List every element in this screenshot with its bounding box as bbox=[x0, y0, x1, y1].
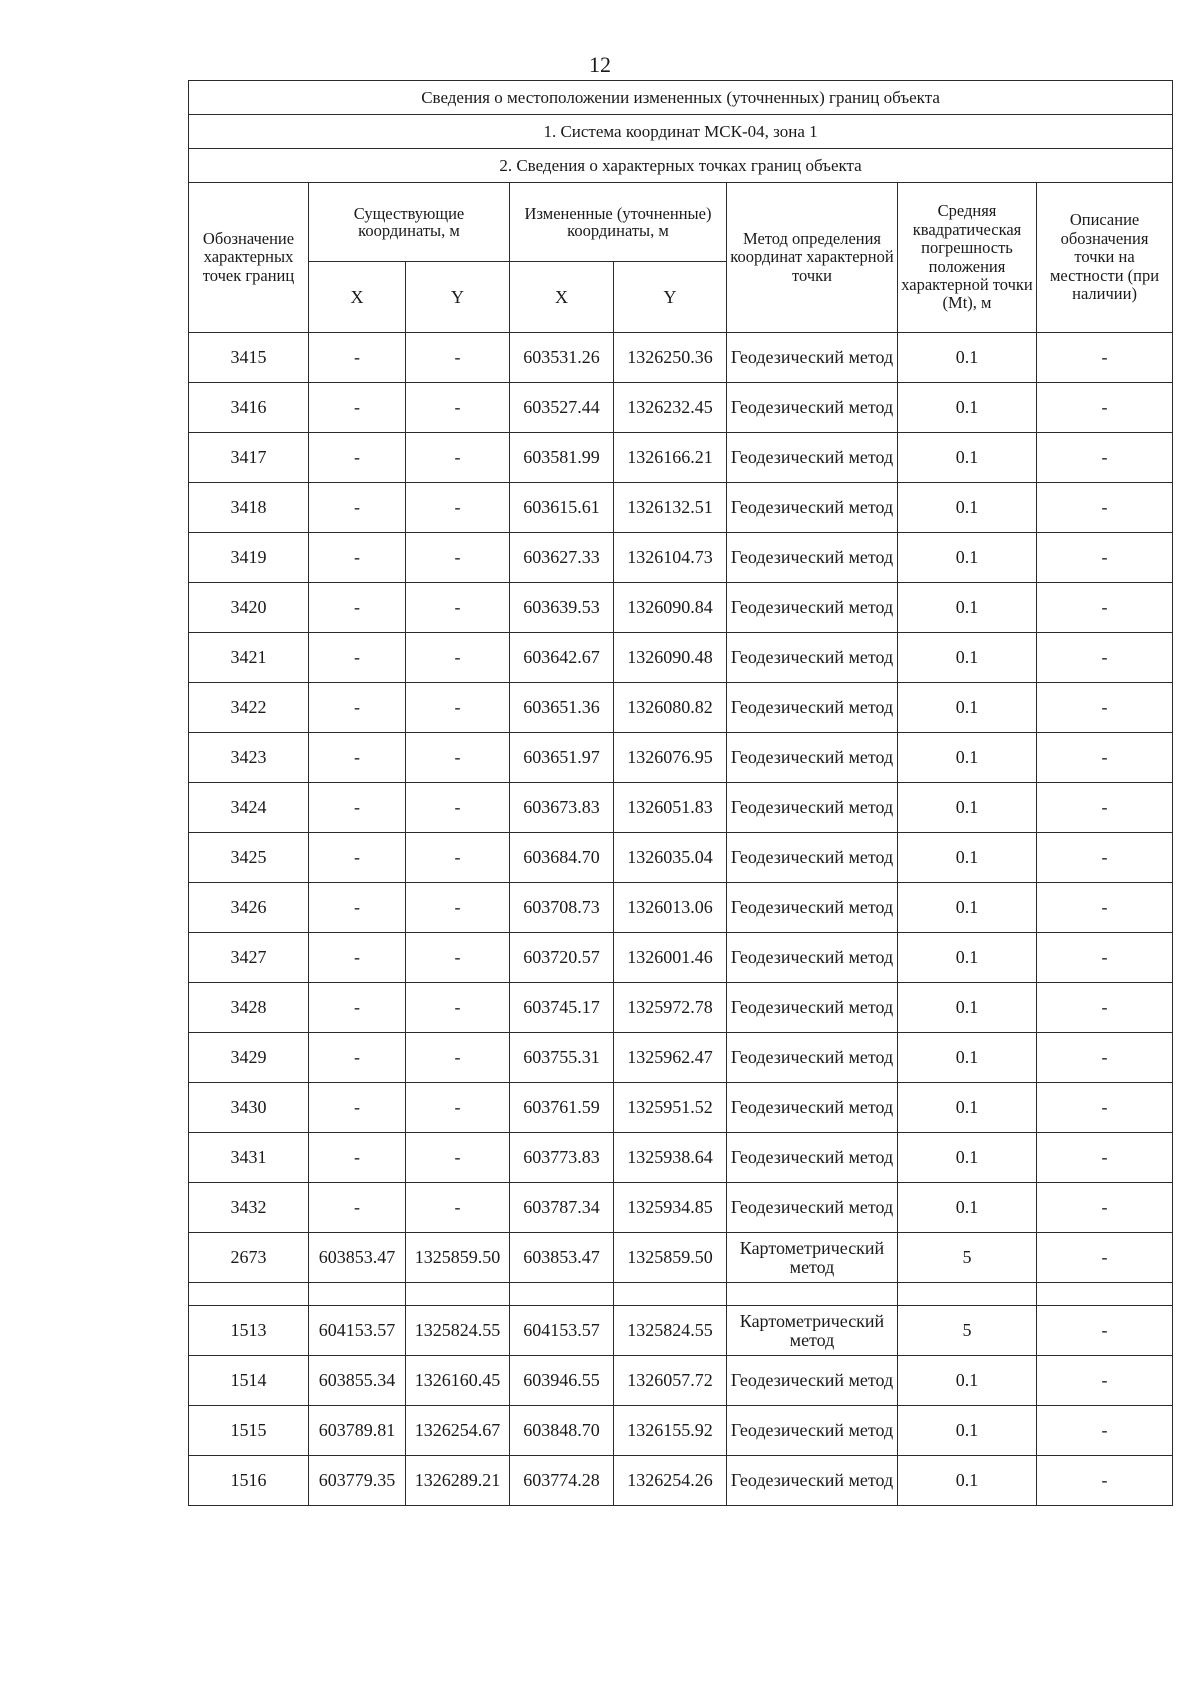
existing-y-cell: - bbox=[406, 783, 510, 833]
changed-y-cell: 1326057.72 bbox=[614, 1356, 727, 1406]
existing-y-cell: - bbox=[406, 833, 510, 883]
description-cell: - bbox=[1037, 433, 1173, 483]
description-cell: - bbox=[1037, 1033, 1173, 1083]
existing-x-cell: - bbox=[309, 883, 406, 933]
changed-y-cell: 1326001.46 bbox=[614, 933, 727, 983]
error-cell: 0.1 bbox=[898, 333, 1037, 383]
error-cell: 0.1 bbox=[898, 1356, 1037, 1406]
existing-y-cell bbox=[406, 1283, 510, 1306]
table-row bbox=[189, 983, 1173, 1033]
error-cell: 5 bbox=[898, 1306, 1037, 1356]
method-cell: Картометрический метод bbox=[727, 1233, 898, 1283]
method-cell: Геодезический метод bbox=[727, 1183, 898, 1233]
existing-y-cell: - bbox=[406, 1133, 510, 1183]
table-row bbox=[189, 833, 1173, 883]
existing-x-cell: - bbox=[309, 533, 406, 583]
table-row bbox=[189, 1183, 1173, 1233]
changed-x-cell: 603651.97 bbox=[510, 733, 614, 783]
point-cell: 1513 bbox=[189, 1306, 309, 1356]
description-cell: - bbox=[1037, 1456, 1173, 1506]
table-row bbox=[189, 883, 1173, 933]
changed-y-cell: 1325951.52 bbox=[614, 1083, 727, 1133]
coordinate-system: 1. Система координат МСК-04, зона 1 bbox=[189, 115, 1173, 149]
header-changed-coords: Измененные (уточненные) координаты, м bbox=[510, 183, 727, 262]
existing-x-cell: - bbox=[309, 683, 406, 733]
changed-y-cell: 1326090.84 bbox=[614, 583, 727, 633]
changed-x-cell: 603774.28 bbox=[510, 1456, 614, 1506]
table-row bbox=[189, 1356, 1173, 1406]
method-cell: Геодезический метод bbox=[727, 783, 898, 833]
method-cell: Геодезический метод bbox=[727, 633, 898, 683]
description-cell: - bbox=[1037, 1306, 1173, 1356]
changed-y-cell: 1326076.95 bbox=[614, 733, 727, 783]
description-cell: - bbox=[1037, 883, 1173, 933]
description-cell: - bbox=[1037, 733, 1173, 783]
existing-x-cell: - bbox=[309, 833, 406, 883]
existing-y-cell: 1326160.45 bbox=[406, 1356, 510, 1406]
table-row-empty bbox=[189, 1283, 1173, 1306]
existing-x-cell: 603779.35 bbox=[309, 1456, 406, 1506]
table-row bbox=[189, 383, 1173, 433]
error-cell: 0.1 bbox=[898, 1083, 1037, 1133]
method-cell: Геодезический метод bbox=[727, 583, 898, 633]
changed-x-cell: 603651.36 bbox=[510, 683, 614, 733]
point-cell: 3425 bbox=[189, 833, 309, 883]
changed-y-cell: 1326166.21 bbox=[614, 433, 727, 483]
method-cell: Геодезический метод bbox=[727, 483, 898, 533]
changed-x-cell: 603615.61 bbox=[510, 483, 614, 533]
table-row bbox=[189, 733, 1173, 783]
table-row bbox=[189, 1033, 1173, 1083]
existing-y-cell: 1325824.55 bbox=[406, 1306, 510, 1356]
existing-x-cell: - bbox=[309, 333, 406, 383]
existing-x-cell: - bbox=[309, 583, 406, 633]
error-cell: 0.1 bbox=[898, 783, 1037, 833]
changed-y-cell: 1326155.92 bbox=[614, 1406, 727, 1456]
method-cell: Геодезический метод bbox=[727, 1406, 898, 1456]
changed-y-cell: 1326013.06 bbox=[614, 883, 727, 933]
changed-x-cell: 603531.26 bbox=[510, 333, 614, 383]
boundary-points-table bbox=[188, 80, 1173, 1506]
method-cell bbox=[727, 1283, 898, 1306]
description-cell: - bbox=[1037, 1083, 1173, 1133]
error-cell: 0.1 bbox=[898, 733, 1037, 783]
header-method: Метод определения координат характерной точки bbox=[727, 183, 898, 333]
table-row bbox=[189, 583, 1173, 633]
description-cell: - bbox=[1037, 483, 1173, 533]
method-cell: Геодезический метод bbox=[727, 1083, 898, 1133]
error-cell: 0.1 bbox=[898, 983, 1037, 1033]
changed-x-cell: 603745.17 bbox=[510, 983, 614, 1033]
existing-x-cell: - bbox=[309, 383, 406, 433]
description-cell: - bbox=[1037, 833, 1173, 883]
changed-x-cell: 603627.33 bbox=[510, 533, 614, 583]
point-cell: 3430 bbox=[189, 1083, 309, 1133]
changed-x-cell: 603720.57 bbox=[510, 933, 614, 983]
existing-x-cell: 603789.81 bbox=[309, 1406, 406, 1456]
description-cell: - bbox=[1037, 783, 1173, 833]
table-row bbox=[189, 1083, 1173, 1133]
changed-y-cell: 1325934.85 bbox=[614, 1183, 727, 1233]
point-cell: 1515 bbox=[189, 1406, 309, 1456]
table-row bbox=[189, 483, 1173, 533]
changed-x-cell: 603581.99 bbox=[510, 433, 614, 483]
title-row bbox=[189, 81, 1173, 115]
method-cell: Геодезический метод bbox=[727, 433, 898, 483]
table-row bbox=[189, 333, 1173, 383]
header-row-top bbox=[189, 183, 1173, 262]
method-cell: Геодезический метод bbox=[727, 733, 898, 783]
point-cell: 3416 bbox=[189, 383, 309, 433]
changed-y-cell bbox=[614, 1283, 727, 1306]
changed-y-cell: 1326132.51 bbox=[614, 483, 727, 533]
point-cell: 3432 bbox=[189, 1183, 309, 1233]
point-cell: 3428 bbox=[189, 983, 309, 1033]
existing-x-cell: - bbox=[309, 433, 406, 483]
point-cell: 3420 bbox=[189, 583, 309, 633]
error-cell: 0.1 bbox=[898, 633, 1037, 683]
method-cell: Геодезический метод bbox=[727, 683, 898, 733]
changed-y-cell: 1326090.48 bbox=[614, 633, 727, 683]
existing-y-cell: - bbox=[406, 533, 510, 583]
changed-x-cell: 603848.70 bbox=[510, 1406, 614, 1456]
method-cell: Геодезический метод bbox=[727, 833, 898, 883]
point-cell: 3423 bbox=[189, 733, 309, 783]
method-cell: Геодезический метод bbox=[727, 333, 898, 383]
method-cell: Геодезический метод bbox=[727, 383, 898, 433]
changed-x-cell bbox=[510, 1283, 614, 1306]
existing-x-cell: - bbox=[309, 1133, 406, 1183]
header-existing-y: Y bbox=[406, 262, 510, 333]
error-cell bbox=[898, 1283, 1037, 1306]
description-cell: - bbox=[1037, 1133, 1173, 1183]
point-cell: 3417 bbox=[189, 433, 309, 483]
changed-y-cell: 1326104.73 bbox=[614, 533, 727, 583]
changed-x-cell: 603787.34 bbox=[510, 1183, 614, 1233]
description-cell: - bbox=[1037, 383, 1173, 433]
existing-x-cell: - bbox=[309, 483, 406, 533]
error-cell: 0.1 bbox=[898, 433, 1037, 483]
existing-y-cell: - bbox=[406, 1083, 510, 1133]
existing-y-cell: 1325859.50 bbox=[406, 1233, 510, 1283]
changed-x-cell: 603761.59 bbox=[510, 1083, 614, 1133]
point-cell bbox=[189, 1283, 309, 1306]
table-row bbox=[189, 933, 1173, 983]
header-changed-x: X bbox=[510, 262, 614, 333]
description-cell: - bbox=[1037, 933, 1173, 983]
changed-y-cell: 1325938.64 bbox=[614, 1133, 727, 1183]
page-number: 12 bbox=[589, 52, 611, 77]
point-cell: 3426 bbox=[189, 883, 309, 933]
table-row bbox=[189, 533, 1173, 583]
existing-x-cell: - bbox=[309, 633, 406, 683]
changed-x-cell: 603755.31 bbox=[510, 1033, 614, 1083]
error-cell: 0.1 bbox=[898, 1183, 1037, 1233]
method-cell: Геодезический метод bbox=[727, 1456, 898, 1506]
existing-x-cell: - bbox=[309, 733, 406, 783]
table-row bbox=[189, 1133, 1173, 1183]
changed-x-cell: 603708.73 bbox=[510, 883, 614, 933]
changed-x-cell: 603642.67 bbox=[510, 633, 614, 683]
existing-y-cell: - bbox=[406, 983, 510, 1033]
changed-x-cell: 603684.70 bbox=[510, 833, 614, 883]
method-cell: Геодезический метод bbox=[727, 1033, 898, 1083]
point-cell: 3422 bbox=[189, 683, 309, 733]
description-cell: - bbox=[1037, 633, 1173, 683]
error-cell: 0.1 bbox=[898, 1406, 1037, 1456]
existing-y-cell: - bbox=[406, 433, 510, 483]
existing-x-cell: - bbox=[309, 1183, 406, 1233]
description-cell: - bbox=[1037, 1183, 1173, 1233]
table-title: Сведения о местоположении измененных (уточненных) границ объекта bbox=[189, 81, 1173, 115]
existing-y-cell: - bbox=[406, 933, 510, 983]
changed-x-cell: 604153.57 bbox=[510, 1306, 614, 1356]
existing-y-cell: - bbox=[406, 383, 510, 433]
table-row bbox=[189, 783, 1173, 833]
error-cell: 0.1 bbox=[898, 933, 1037, 983]
description-cell: - bbox=[1037, 683, 1173, 733]
error-cell: 0.1 bbox=[898, 833, 1037, 883]
existing-x-cell: 603853.47 bbox=[309, 1233, 406, 1283]
description-cell: - bbox=[1037, 1406, 1173, 1456]
point-cell: 3424 bbox=[189, 783, 309, 833]
point-cell: 3429 bbox=[189, 1033, 309, 1083]
changed-x-cell: 603946.55 bbox=[510, 1356, 614, 1406]
table-row bbox=[189, 1306, 1173, 1356]
description-cell: - bbox=[1037, 1233, 1173, 1283]
description-cell bbox=[1037, 1283, 1173, 1306]
header-changed-y: Y bbox=[614, 262, 727, 333]
error-cell: 0.1 bbox=[898, 383, 1037, 433]
header-description: Описание обозначения точки на местности (при наличии) bbox=[1037, 183, 1173, 333]
existing-x-cell: 604153.57 bbox=[309, 1306, 406, 1356]
header-point-designation: Обозначение характерных точек границ bbox=[189, 183, 309, 333]
description-cell: - bbox=[1037, 533, 1173, 583]
changed-x-cell: 603773.83 bbox=[510, 1133, 614, 1183]
error-cell: 0.1 bbox=[898, 883, 1037, 933]
point-cell: 2673 bbox=[189, 1233, 309, 1283]
existing-x-cell: - bbox=[309, 783, 406, 833]
error-cell: 0.1 bbox=[898, 533, 1037, 583]
table-row bbox=[189, 1456, 1173, 1506]
point-cell: 3415 bbox=[189, 333, 309, 383]
point-cell: 3431 bbox=[189, 1133, 309, 1183]
changed-x-cell: 603853.47 bbox=[510, 1233, 614, 1283]
table-row bbox=[189, 1233, 1173, 1283]
changed-y-cell: 1326254.26 bbox=[614, 1456, 727, 1506]
changed-y-cell: 1326250.36 bbox=[614, 333, 727, 383]
existing-y-cell: - bbox=[406, 683, 510, 733]
point-cell: 1514 bbox=[189, 1356, 309, 1406]
existing-y-cell: - bbox=[406, 1033, 510, 1083]
method-cell: Геодезический метод bbox=[727, 1356, 898, 1406]
existing-x-cell: - bbox=[309, 983, 406, 1033]
existing-y-cell: - bbox=[406, 633, 510, 683]
section-title-row bbox=[189, 149, 1173, 183]
method-cell: Геодезический метод bbox=[727, 933, 898, 983]
changed-y-cell: 1325972.78 bbox=[614, 983, 727, 1033]
existing-x-cell bbox=[309, 1283, 406, 1306]
header-existing-x: X bbox=[309, 262, 406, 333]
description-cell: - bbox=[1037, 1356, 1173, 1406]
point-cell: 1516 bbox=[189, 1456, 309, 1506]
point-cell: 3427 bbox=[189, 933, 309, 983]
coordinate-system-row bbox=[189, 115, 1173, 149]
error-cell: 0.1 bbox=[898, 1033, 1037, 1083]
error-cell: 5 bbox=[898, 1233, 1037, 1283]
point-cell: 3419 bbox=[189, 533, 309, 583]
error-cell: 0.1 bbox=[898, 1456, 1037, 1506]
table-row bbox=[189, 633, 1173, 683]
changed-y-cell: 1326035.04 bbox=[614, 833, 727, 883]
method-cell: Геодезический метод bbox=[727, 1133, 898, 1183]
existing-y-cell: - bbox=[406, 583, 510, 633]
changed-y-cell: 1325824.55 bbox=[614, 1306, 727, 1356]
changed-y-cell: 1326080.82 bbox=[614, 683, 727, 733]
existing-x-cell: - bbox=[309, 933, 406, 983]
existing-y-cell: - bbox=[406, 1183, 510, 1233]
existing-y-cell: 1326289.21 bbox=[406, 1456, 510, 1506]
method-cell: Картометрический метод bbox=[727, 1306, 898, 1356]
method-cell: Геодезический метод bbox=[727, 533, 898, 583]
section-title: 2. Сведения о характерных точках границ объекта bbox=[189, 149, 1173, 183]
changed-y-cell: 1326232.45 bbox=[614, 383, 727, 433]
description-cell: - bbox=[1037, 333, 1173, 383]
point-cell: 3421 bbox=[189, 633, 309, 683]
description-cell: - bbox=[1037, 983, 1173, 1033]
changed-y-cell: 1325859.50 bbox=[614, 1233, 727, 1283]
error-cell: 0.1 bbox=[898, 1133, 1037, 1183]
error-cell: 0.1 bbox=[898, 683, 1037, 733]
changed-x-cell: 603527.44 bbox=[510, 383, 614, 433]
changed-y-cell: 1325962.47 bbox=[614, 1033, 727, 1083]
changed-y-cell: 1326051.83 bbox=[614, 783, 727, 833]
existing-x-cell: - bbox=[309, 1033, 406, 1083]
error-cell: 0.1 bbox=[898, 583, 1037, 633]
existing-y-cell: - bbox=[406, 483, 510, 533]
description-cell: - bbox=[1037, 583, 1173, 633]
table-row bbox=[189, 683, 1173, 733]
table-row bbox=[189, 1406, 1173, 1456]
existing-y-cell: 1326254.67 bbox=[406, 1406, 510, 1456]
header-error: Средняя квадратическая погрешность положения характерной точки (Mt), м bbox=[898, 183, 1037, 333]
existing-y-cell: - bbox=[406, 883, 510, 933]
changed-x-cell: 603639.53 bbox=[510, 583, 614, 633]
method-cell: Геодезический метод bbox=[727, 883, 898, 933]
existing-x-cell: - bbox=[309, 1083, 406, 1133]
existing-y-cell: - bbox=[406, 333, 510, 383]
changed-x-cell: 603673.83 bbox=[510, 783, 614, 833]
header-existing-coords: Существующие координаты, м bbox=[309, 183, 510, 262]
table-row bbox=[189, 433, 1173, 483]
existing-y-cell: - bbox=[406, 733, 510, 783]
method-cell: Геодезический метод bbox=[727, 983, 898, 1033]
existing-x-cell: 603855.34 bbox=[309, 1356, 406, 1406]
point-cell: 3418 bbox=[189, 483, 309, 533]
error-cell: 0.1 bbox=[898, 483, 1037, 533]
